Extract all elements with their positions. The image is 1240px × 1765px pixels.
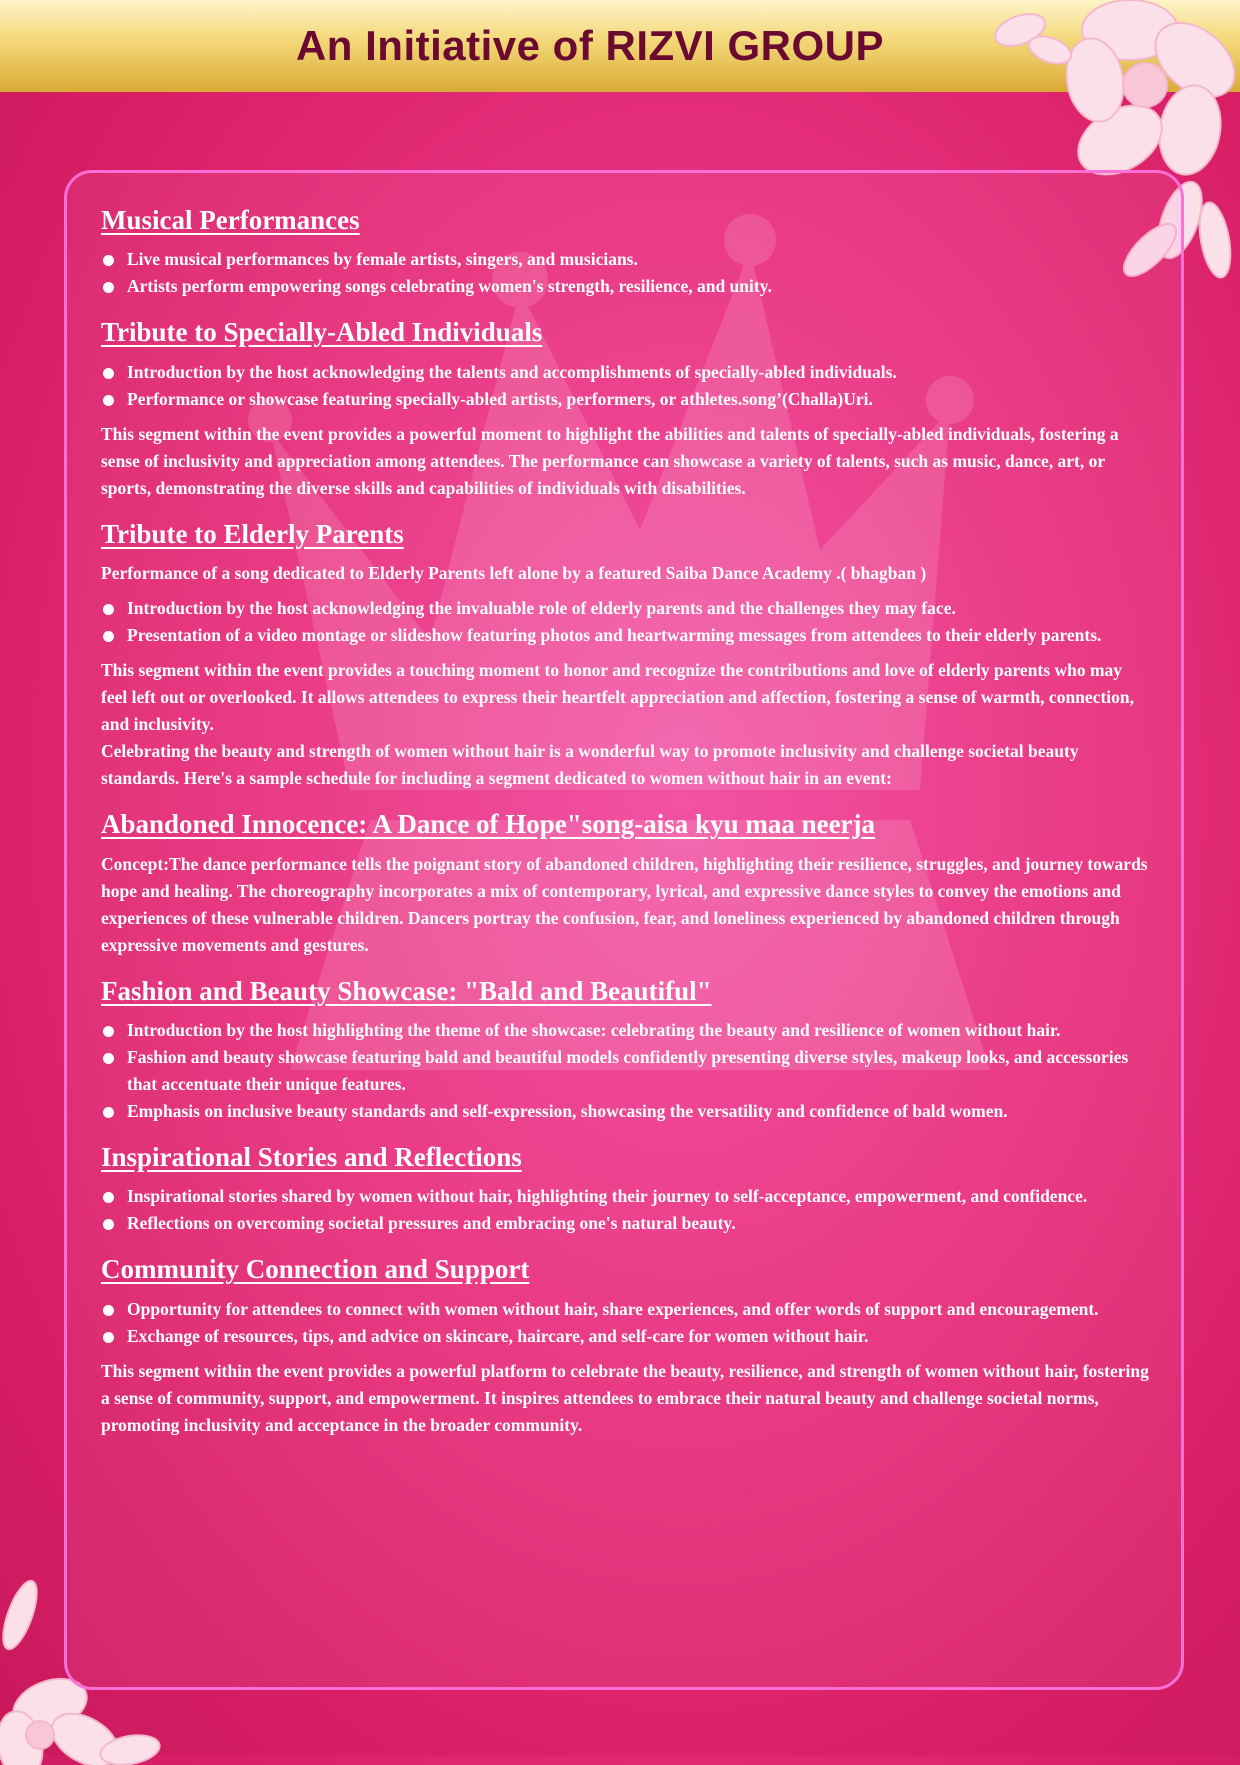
list-item: Artists perform empowering songs celebrating women's strength, resilience, and unity. — [101, 273, 1151, 300]
section-heading: Inspirational Stories and Reflections — [101, 1141, 522, 1172]
bullet-list — [101, 246, 1151, 300]
section-paragraph: Concept:The dance performance tells the poignant story of abandoned children, highlighting their resilience, struggles, and journey towards hope and healing. The choreography incorporates a mix of contemporary, lyrical, and expressive dance styles to convey the emotions and experiences of these vulnerable children. Dancers portray the confusion, fear, and loneliness experienced by abandoned children through expressive movements and gestures. — [101, 853, 1148, 955]
list-item: Performance or showcase featuring specially-abled artists, performers, or athletes.song’(Challa)Uri. — [101, 386, 1151, 413]
bullet-list — [101, 1296, 1151, 1350]
section-inspirational-stories — [101, 1141, 1151, 1237]
section-specially-abled — [101, 316, 1151, 501]
bullet-list — [101, 595, 1151, 649]
list-item: Introduction by the host acknowledging the invaluable role of elderly parents and the challenges they may face. — [101, 595, 1151, 622]
list-item: Introduction by the host acknowledging the talents and accomplishments of specially-abled individuals. — [101, 359, 1151, 386]
section-community-support — [101, 1253, 1151, 1438]
section-heading: Abandoned Innocence: A Dance of Hope"song-aisa kyu maa neerja — [101, 809, 876, 840]
section-intro: Performance of a song dedicated to Elderly Parents left alone by a featured Saiba Dance Academy .( bhagban ) — [101, 563, 927, 584]
section-paragraph: This segment within the event provides a powerful moment to highlight the abilities and talents of specially-abled individuals, fostering a sense of inclusivity and appreciation among attendees. The performance can showcase a variety of talents, such as music, dance, art, or sports, demonstrating the diverse skills and capabilities of individuals with disabilities. — [101, 423, 1119, 498]
section-fashion-beauty — [101, 975, 1151, 1125]
section-heading: Fashion and Beauty Showcase: "Bald and Beautiful" — [101, 975, 712, 1006]
list-item: Opportunity for attendees to connect with women without hair, share experiences, and offer words of support and encouragement. — [101, 1296, 1151, 1323]
section-elderly-parents — [101, 518, 1151, 792]
bullet-list — [101, 1183, 1151, 1237]
section-musical-performances — [101, 204, 1151, 300]
list-item: Inspirational stories shared by women without hair, highlighting their journey to self-acceptance, empowerment, and confidence. — [101, 1183, 1151, 1210]
content — [101, 204, 1151, 1455]
list-item: Introduction by the host highlighting the theme of the showcase: celebrating the beauty and resilience of women without hair. — [101, 1017, 1151, 1044]
bullet-list — [101, 1017, 1151, 1125]
section-heading: Tribute to Specially-Abled Individuals — [101, 317, 543, 348]
section-abandoned-innocence — [101, 808, 1151, 958]
bullet-list — [101, 359, 1151, 413]
section-paragraph: This segment within the event provides a touching moment to honor and recognize the contributions and love of elderly parents who may feel left out or overlooked. It allows attendees to express their heartfelt appreciation and affection, fostering a sense of warmth, connection, and inclusivity. — [101, 660, 1134, 735]
list-item: Emphasis on inclusive beauty standards and self-expression, showcasing the versatility and confidence of bald women. — [101, 1098, 1151, 1125]
section-paragraph: This segment within the event provides a powerful platform to celebrate the beauty, resilience, and strength of women without hair, fostering a sense of community, support, and empowerment. It inspires attendees to embrace their natural beauty and challenge societal norms, promoting inclusivity and acceptance in the broader community. — [101, 1360, 1149, 1435]
list-item: Exchange of resources, tips, and advice on skincare, haircare, and self-care for women without hair. — [101, 1323, 1151, 1350]
section-paragraph: Celebrating the beauty and strength of women without hair is a wonderful way to promote inclusivity and challenge societal beauty standards. Here's a sample schedule for including a segment dedicated to women without hair in an event: — [101, 741, 1079, 789]
page-title: An Initiative of RIZVI GROUP — [295, 22, 885, 69]
section-heading: Community Connection and Support — [101, 1254, 530, 1285]
list-item: Live musical performances by female artists, singers, and musicians. — [101, 246, 1151, 273]
list-item: Reflections on overcoming societal pressures and embracing one's natural beauty. — [101, 1210, 1151, 1237]
section-heading: Tribute to Elderly Parents — [101, 518, 404, 549]
section-heading: Musical Performances — [101, 205, 360, 235]
list-item: Fashion and beauty showcase featuring bald and beautiful models confidently presenting diverse styles, makeup looks, and accessories that accentuate their unique features. — [101, 1044, 1151, 1098]
list-item: Presentation of a video montage or slideshow featuring photos and heartwarming messages from attendees to their elderly parents. — [101, 622, 1151, 649]
